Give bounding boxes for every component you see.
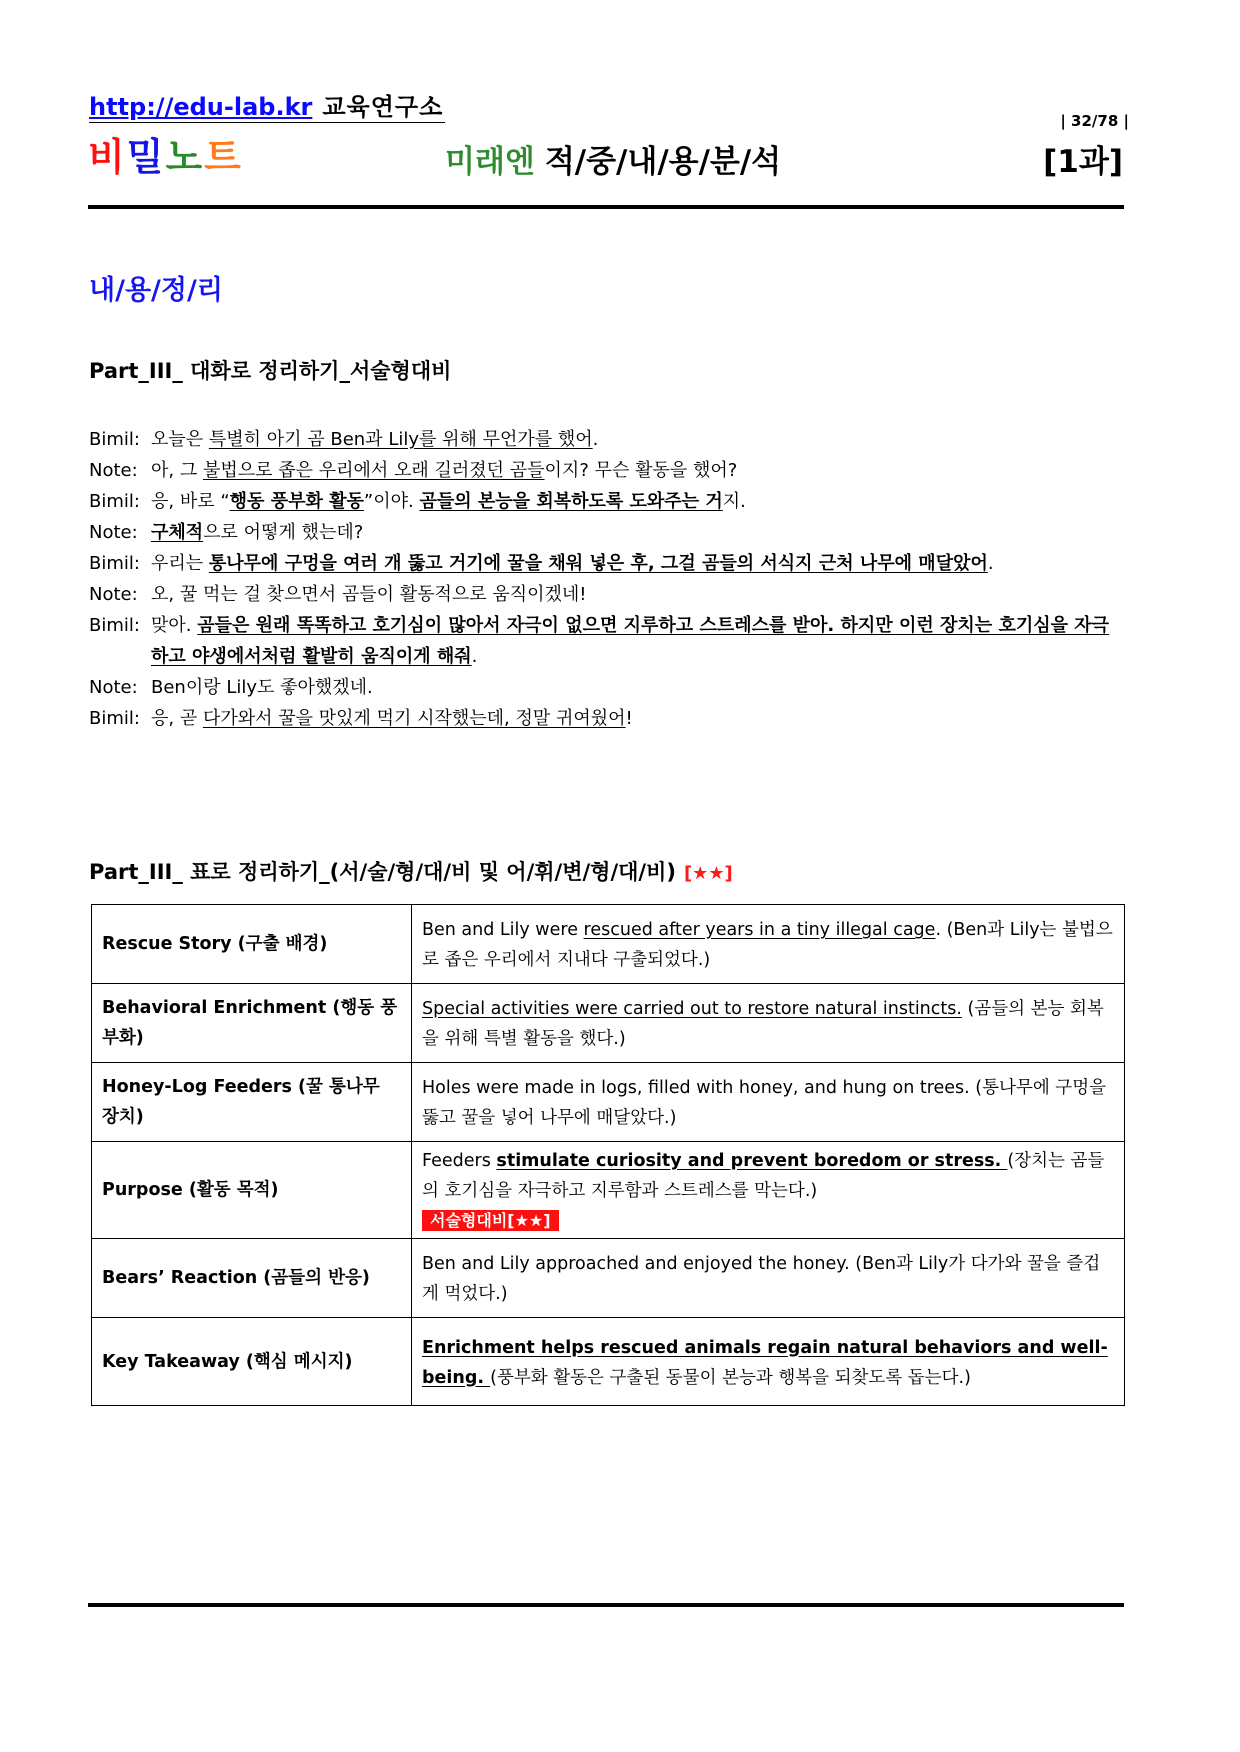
speaker-label: Note: xyxy=(89,584,138,605)
dialogue-line xyxy=(89,610,1139,672)
utterance xyxy=(151,703,1139,734)
text-segment: 아, 그 xyxy=(151,460,203,481)
row-value xyxy=(412,1239,1125,1318)
row-label: Bears’ Reaction (곰들의 반응) xyxy=(92,1239,412,1318)
header-divider xyxy=(88,205,1124,209)
dialogue-line xyxy=(89,548,1139,579)
emphasized-text: stimulate curiosity and prevent boredom or stress. xyxy=(496,1151,1008,1171)
text-segment: 응, 바로 “ xyxy=(151,491,230,512)
emphasized-text: 구체적 xyxy=(151,522,204,543)
dialogue-line xyxy=(89,455,1139,486)
dialogue-line xyxy=(89,579,1139,610)
brand-char: 노 xyxy=(165,135,205,179)
text-segment: (풍부화 활동은 구출된 동물이 본능과 행복을 되찾도록 돕는다.) xyxy=(490,1367,971,1388)
section-title: 내/용/정/리 xyxy=(89,275,223,306)
brand-char: 트 xyxy=(204,135,243,179)
dialogue-block xyxy=(89,424,1139,734)
row-label: Purpose (활동 목적) xyxy=(92,1142,412,1239)
text-segment: 으로 어떻게 했는데? xyxy=(203,522,364,543)
utterance xyxy=(151,486,1139,517)
row-value xyxy=(412,984,1125,1063)
utterance xyxy=(151,672,1139,703)
row-label: Honey-Log Feeders (꿀 통나무 장치) xyxy=(92,1063,412,1142)
emphasized-text: 곰들의 본능을 회복하도록 도와주는 거 xyxy=(419,491,723,512)
utterance xyxy=(151,517,1139,548)
table-row xyxy=(92,1142,1125,1239)
utterance xyxy=(151,579,1139,610)
row-value xyxy=(412,905,1125,984)
row-value xyxy=(412,1142,1125,1239)
text-segment: Feeders xyxy=(422,1151,497,1171)
part1-title: Part_III_ 대화로 정리하기_서술형대비 xyxy=(89,359,452,383)
star-rating: [★★] xyxy=(683,863,733,884)
utterance xyxy=(151,548,1139,579)
part2-title-text: Part_III_ 표로 정리하기_(서/술/형/대/비 및 어/휘/변/형/대/비) xyxy=(89,860,676,884)
text-segment: Ben and Lily approached and enjoyed the honey. (Ben과 Lily가 다가와 꿀을 즐겁게 먹었다.) xyxy=(422,1254,1101,1304)
text-segment: 지. xyxy=(722,491,746,512)
part2-title xyxy=(89,858,733,888)
table-row xyxy=(92,905,1125,984)
site-url-link[interactable]: http://edu-lab.kr xyxy=(89,93,313,121)
text-segment: Ben이랑 Lily도 좋아했겠네. xyxy=(151,677,373,698)
exam-prep-badge: 서술형대비[★★] xyxy=(422,1210,559,1231)
row-label: Rescue Story (구출 배경) xyxy=(92,905,412,984)
speaker-label: Bimil: xyxy=(89,491,140,512)
text-segment: 이지? 무슨 활동을 했어? xyxy=(544,460,738,481)
speaker-label: Bimil: xyxy=(89,615,140,636)
footer-divider xyxy=(88,1603,1124,1607)
text-segment: 오, 꿀 먹는 걸 찾으면서 곰들이 활동적으로 움직이겠네! xyxy=(151,584,587,605)
row-value xyxy=(412,1318,1125,1406)
text-segment: . (Ben과 Lily는 불법으로 좁은 우리에서 지내다 구출되었다.) xyxy=(422,920,1113,970)
text-segment: . xyxy=(592,429,599,450)
emphasized-text: 다가와서 꿀을 맛있게 먹기 시작했는데, 정말 귀여웠어 xyxy=(202,708,626,729)
page-indicator: | 32/78 | xyxy=(1060,112,1129,130)
text-segment: 응, 곧 xyxy=(151,708,203,729)
brand-logo xyxy=(88,134,243,180)
emphasized-text: rescued after years in a tiny illegal cage xyxy=(583,920,936,940)
speaker-label: Bimil: xyxy=(89,553,140,574)
emphasized-text: 행동 풍부화 활동 xyxy=(229,491,364,512)
text-segment: . xyxy=(471,646,478,667)
brand-char: 밀 xyxy=(126,135,166,179)
doc-title xyxy=(445,143,781,181)
text-segment: 맞아. xyxy=(151,615,198,636)
emphasized-text: 특별히 아기 곰 Ben과 Lily를 위해 무언가를 했어 xyxy=(208,429,593,450)
speaker-label: Note: xyxy=(89,522,138,543)
speaker-label: Bimil: xyxy=(89,429,140,450)
text-segment: (곰들의 본능 회복을 위해 특별 활동을 했다.) xyxy=(422,999,1104,1049)
emphasized-text: Special activities were carried out to restore natural instincts. xyxy=(422,999,962,1019)
dialogue-line xyxy=(89,672,1139,703)
text-segment: Holes were made in logs, filled with honey, and hung on trees. (통나무에 구멍을 뚫고 꿀을 넣어 나무에 매달았다.) xyxy=(422,1078,1107,1128)
emphasized-text: 통나무에 구멍을 여러 개 뚫고 거기에 꿀을 채워 넣은 후, 그걸 곰들의 서식지 근처 나무에 매달았어 xyxy=(208,553,988,574)
text-segment: 우리는 xyxy=(151,553,209,574)
speaker-label: Bimil: xyxy=(89,708,140,729)
lesson-label: [1과] xyxy=(1043,144,1123,180)
dialogue-line xyxy=(89,424,1139,455)
utterance xyxy=(151,424,1139,455)
doc-title-text: 적/중/내/용/분/석 xyxy=(544,144,782,180)
summary-table xyxy=(91,904,1125,1406)
publisher-name: 미래엔 xyxy=(445,144,535,180)
text-segment: ”이야. xyxy=(363,491,420,512)
site-header-line xyxy=(89,92,445,123)
dialogue-line xyxy=(89,486,1139,517)
speaker-label: Note: xyxy=(89,677,138,698)
site-name: 교육연구소 xyxy=(322,93,444,121)
text-segment: ! xyxy=(625,708,633,729)
row-label: Behavioral Enrichment (행동 풍부화) xyxy=(92,984,412,1063)
table-row xyxy=(92,1239,1125,1318)
table-row xyxy=(92,1063,1125,1142)
text-segment: (장치는 곰들의 호기심을 자극하고 지루함과 스트레스를 막는다.) xyxy=(422,1151,1105,1201)
brand-char: 비 xyxy=(88,135,127,179)
text-segment: 오늘은 xyxy=(151,429,209,450)
table-row xyxy=(92,1318,1125,1406)
emphasized-text: 곰들은 원래 똑똑하고 호기심이 많아서 자극이 없으면 지루하고 스트레스를 받아. 하지만 이런 장치는 호기심을 자극하고 야생에서처럼 활발히 움직이게 해줘 xyxy=(151,615,1110,667)
utterance xyxy=(151,455,1139,486)
speaker-label: Note: xyxy=(89,460,138,481)
emphasized-text: 불법으로 좁은 우리에서 오래 길러졌던 곰들 xyxy=(202,460,545,481)
row-value xyxy=(412,1063,1125,1142)
dialogue-line xyxy=(89,703,1139,734)
dialogue-line xyxy=(89,517,1139,548)
row-label: Key Takeaway (핵심 메시지) xyxy=(92,1318,412,1406)
emphasized-text: Enrichment helps rescued animals regain natural behaviors and well-being. xyxy=(422,1337,1108,1388)
utterance xyxy=(151,610,1139,672)
table-row xyxy=(92,984,1125,1063)
text-segment: Ben and Lily were xyxy=(422,920,584,940)
text-segment: . xyxy=(987,553,994,574)
